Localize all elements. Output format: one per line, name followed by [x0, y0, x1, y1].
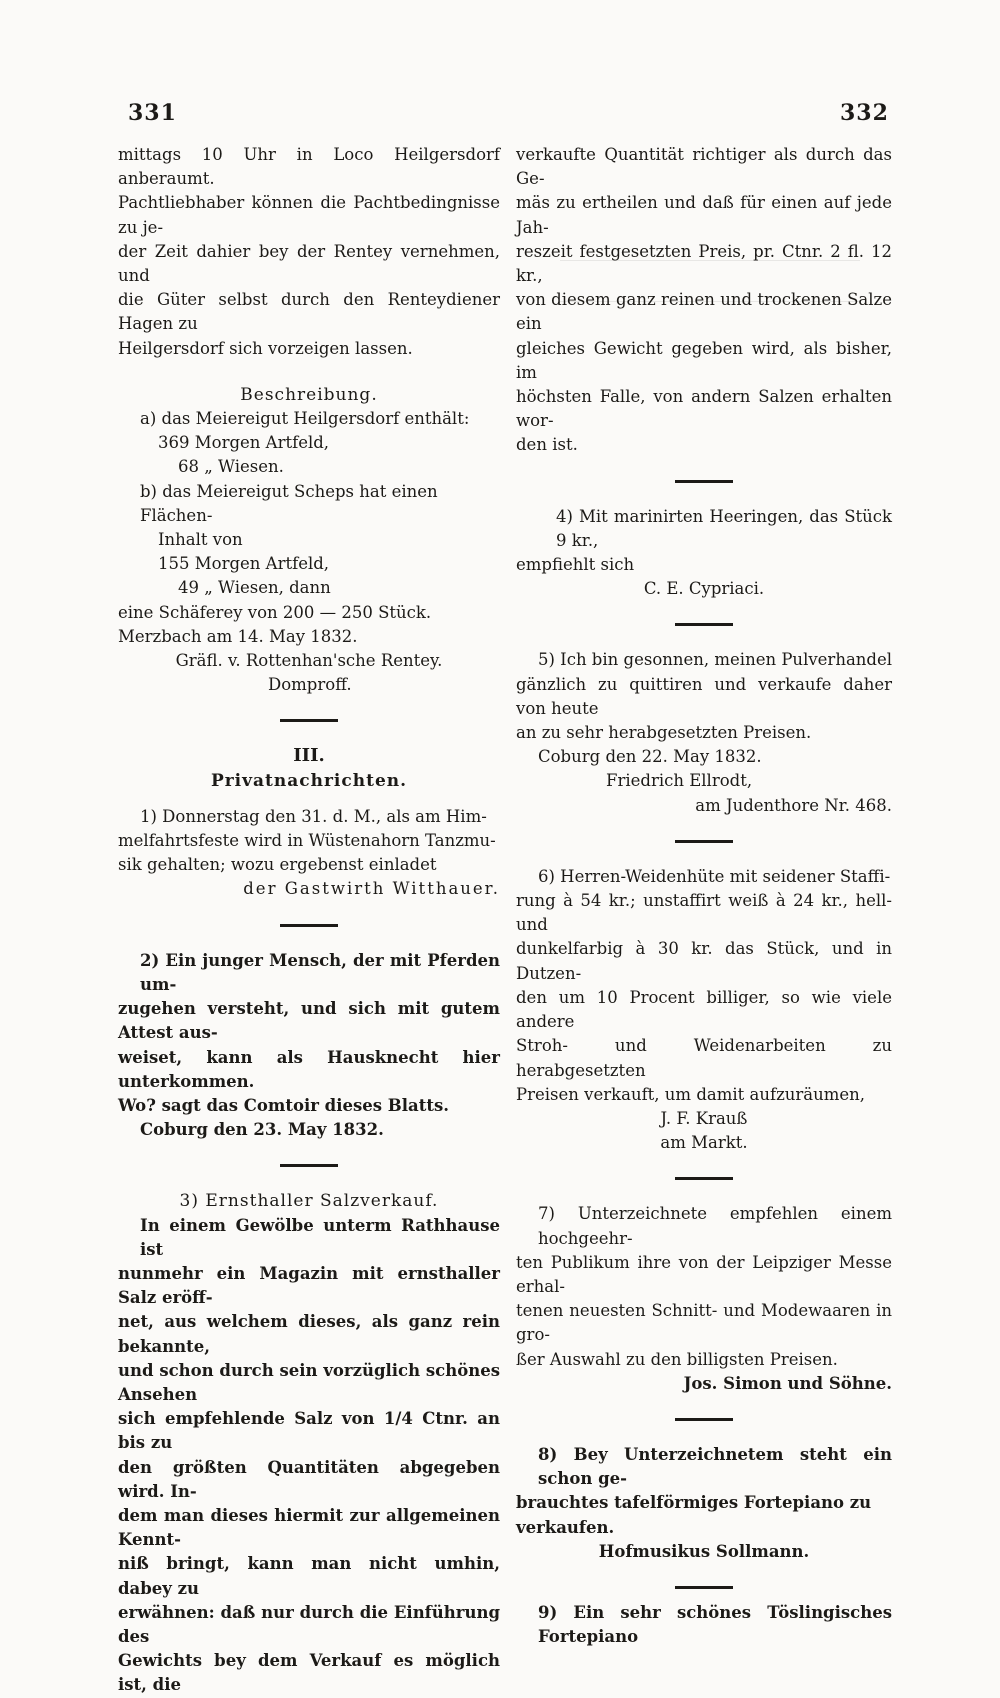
text-line: brauchtes tafelförmiges Fortepiano zu verkaufen.: [516, 1493, 872, 1537]
place-date: Coburg den 22. May 1832.: [538, 747, 762, 767]
ad-1: [118, 805, 500, 902]
text-line: ten Publikum ihre von der Leipziger Messe erhal-: [516, 1252, 892, 1296]
page-number-right: 332: [840, 100, 889, 126]
text-line: und schon durch sein vorzüglich schönes Ansehen: [118, 1360, 500, 1404]
text-line: den ist.: [516, 435, 578, 455]
text-line: 369 Morgen Artfeld,: [158, 433, 330, 453]
text-line: mäs zu ertheilen und daß für einen auf jede Jah-: [516, 193, 892, 237]
beschreibung-heading: Beschreibung.: [240, 384, 378, 405]
text-line: empfiehlt sich: [516, 555, 635, 575]
text-line: den um 10 Procent billiger, so wie viele andere: [516, 987, 892, 1032]
signer: Gräfl. v. Rottenhan'sche Rentey.: [175, 651, 443, 671]
text-line: 5) Ich bin gesonnen, meinen Pulverhandel: [538, 650, 893, 670]
signer: der Gastwirth Witthauer.: [243, 879, 500, 899]
beschreibung-block: [118, 383, 500, 698]
signer: J. F. Krauß: [660, 1108, 748, 1128]
ad-9: [516, 1601, 892, 1649]
text-line: erwähnen: daß nur durch die Einführung des: [118, 1602, 500, 1646]
signer: Jos. Simon und Söhne.: [683, 1373, 892, 1393]
text-line: Preisen verkauft, um damit aufzuräumen,: [516, 1084, 866, 1104]
text-line: mittags 10 Uhr in Loco Heilgersdorf anberaumt.: [118, 145, 500, 189]
text-line: gänzlich zu quittiren und verkaufe daher von heute: [516, 674, 892, 718]
text-line: Wo? sagt das Comtoir dieses Blatts.: [118, 1095, 449, 1115]
text-line: 2) Ein junger Mensch, der mit Pferden um-: [140, 950, 500, 994]
text-line: Heilgersdorf sich vorzeigen lassen.: [118, 338, 413, 358]
ad-8: [516, 1443, 892, 1564]
text-line: reszeit festgesetzten Preis, pr. Ctnr. 2 fl. 12 kr.,: [516, 241, 892, 286]
text-line: nunmehr ein Magazin mit ernsthaller Salz eröff-: [118, 1263, 500, 1308]
text-line: von diesem ganz reinen und trockenen Salze ein: [516, 290, 892, 334]
signer: Hofmusikus Sollmann.: [598, 1541, 810, 1561]
text-line: zugehen versteht, und sich mit gutem Attest aus-: [118, 999, 500, 1043]
page-number-left: 331: [128, 100, 177, 126]
section-number: III.: [293, 745, 325, 767]
text-line: den größten Quantitäten abgegeben wird. In-: [118, 1457, 500, 1501]
text-line: a) das Meiereigut Heilgersdorf enthält:: [140, 409, 470, 429]
text-line: Pachtliebhaber können die Pachtbedingnisse zu je-: [118, 193, 500, 237]
ad-2: [118, 949, 500, 1143]
place-date: Merzbach am 14. May 1832.: [118, 626, 358, 646]
text-line: Stroh- und Weidenarbeiten zu herabgesetzten: [516, 1036, 892, 1080]
text-line: 49 „ Wiesen, dann: [178, 578, 331, 598]
text-line: 9) Ein sehr schönes Töslingisches Fortepiano: [538, 1602, 892, 1647]
signer: am Markt.: [660, 1133, 748, 1153]
text-line: 8) Bey Unterzeichnetem steht ein schon ge-: [538, 1444, 892, 1489]
left-column: [118, 143, 500, 1698]
text-line: niß bringt, kann man nicht umhin, dabey zu: [118, 1554, 500, 1598]
text-line: sik gehalten; wozu ergebenst einladet: [118, 855, 437, 875]
text-line: eine Schäferey von 200 — 250 Stück.: [118, 602, 432, 622]
text-line: dem man dieses hiermit zur allgemeinen Kennt-: [118, 1505, 500, 1550]
right-column: [516, 143, 892, 1649]
ad-5: [516, 648, 892, 817]
text-line: Gewichts bey dem Verkauf es möglich ist, die: [118, 1651, 500, 1695]
signer: Domproff.: [268, 675, 352, 695]
text-line: dunkelfarbig à 30 kr. das Stück, und in Dutzen-: [516, 939, 892, 983]
text-line: Inhalt von: [158, 530, 243, 550]
signer: am Judenthore Nr. 468.: [695, 795, 892, 815]
text-line: 6) Herren-Weidenhüte mit seidener Staffi-: [538, 866, 891, 886]
text-line: an zu sehr herabgesetzten Preisen.: [516, 723, 812, 743]
ad-6: [516, 865, 892, 1155]
text-line: die Güter selbst durch den Renteydiener Hagen zu: [118, 290, 500, 334]
text-line: gleiches Gewicht gegeben wird, als bisher, im: [516, 338, 892, 382]
text-line: melfahrtsfeste wird in Wüstenahorn Tanzmu-: [118, 831, 496, 851]
text-line: 7) Unterzeichnete empfehlen einem hochgeehr-: [538, 1204, 892, 1248]
signer: Friedrich Ellrodt,: [606, 771, 753, 791]
salt-continuation: [516, 143, 892, 458]
text-line: verkaufte Quantität richtiger als durch das Ge-: [516, 145, 892, 189]
text-line: der Zeit dahier bey der Rentey vernehmen, und: [118, 241, 500, 286]
text-line: 68 „ Wiesen.: [178, 457, 284, 477]
text-line: rung à 54 kr.; unstaffirt weiß à 24 kr., hell- und: [516, 891, 892, 935]
intro-paragraph: [118, 143, 500, 361]
ad-3: [118, 1189, 500, 1697]
text-line: b) das Meiereigut Scheps hat einen Flächen-: [140, 481, 438, 525]
text-line: 4) Mit marinirten Heeringen, das Stück 9 kr.,: [556, 506, 892, 550]
ad-7: [516, 1202, 892, 1396]
text-line: 155 Morgen Artfeld,: [158, 554, 330, 574]
section-title: Privatnachrichten.: [210, 770, 408, 791]
text-line: ßer Auswahl zu den billigsten Preisen.: [516, 1349, 838, 1369]
text-line: sich empfehlende Salz von 1/4 Ctnr. an bis zu: [118, 1409, 500, 1453]
text-line: net, aus welchem dieses, als ganz rein bekannte,: [118, 1312, 500, 1356]
text-line: 1) Donnerstag den 31. d. M., als am Him-: [140, 806, 487, 826]
text-line: weiset, kann als Hausknecht hier unterkommen.: [118, 1047, 500, 1091]
ad-4: [516, 505, 892, 602]
ad-heading: 3) Ernsthaller Salzverkauf.: [179, 1191, 439, 1212]
text-line: In einem Gewölbe unterm Rathhause ist: [140, 1215, 500, 1259]
text-line: höchsten Falle, von andern Salzen erhalten wor-: [516, 387, 892, 431]
place-date: Coburg den 23. May 1832.: [140, 1120, 384, 1140]
signer: C. E. Cypriaci.: [643, 579, 765, 599]
text-line: tenen neuesten Schnitt- und Modewaaren in gro-: [516, 1301, 892, 1345]
